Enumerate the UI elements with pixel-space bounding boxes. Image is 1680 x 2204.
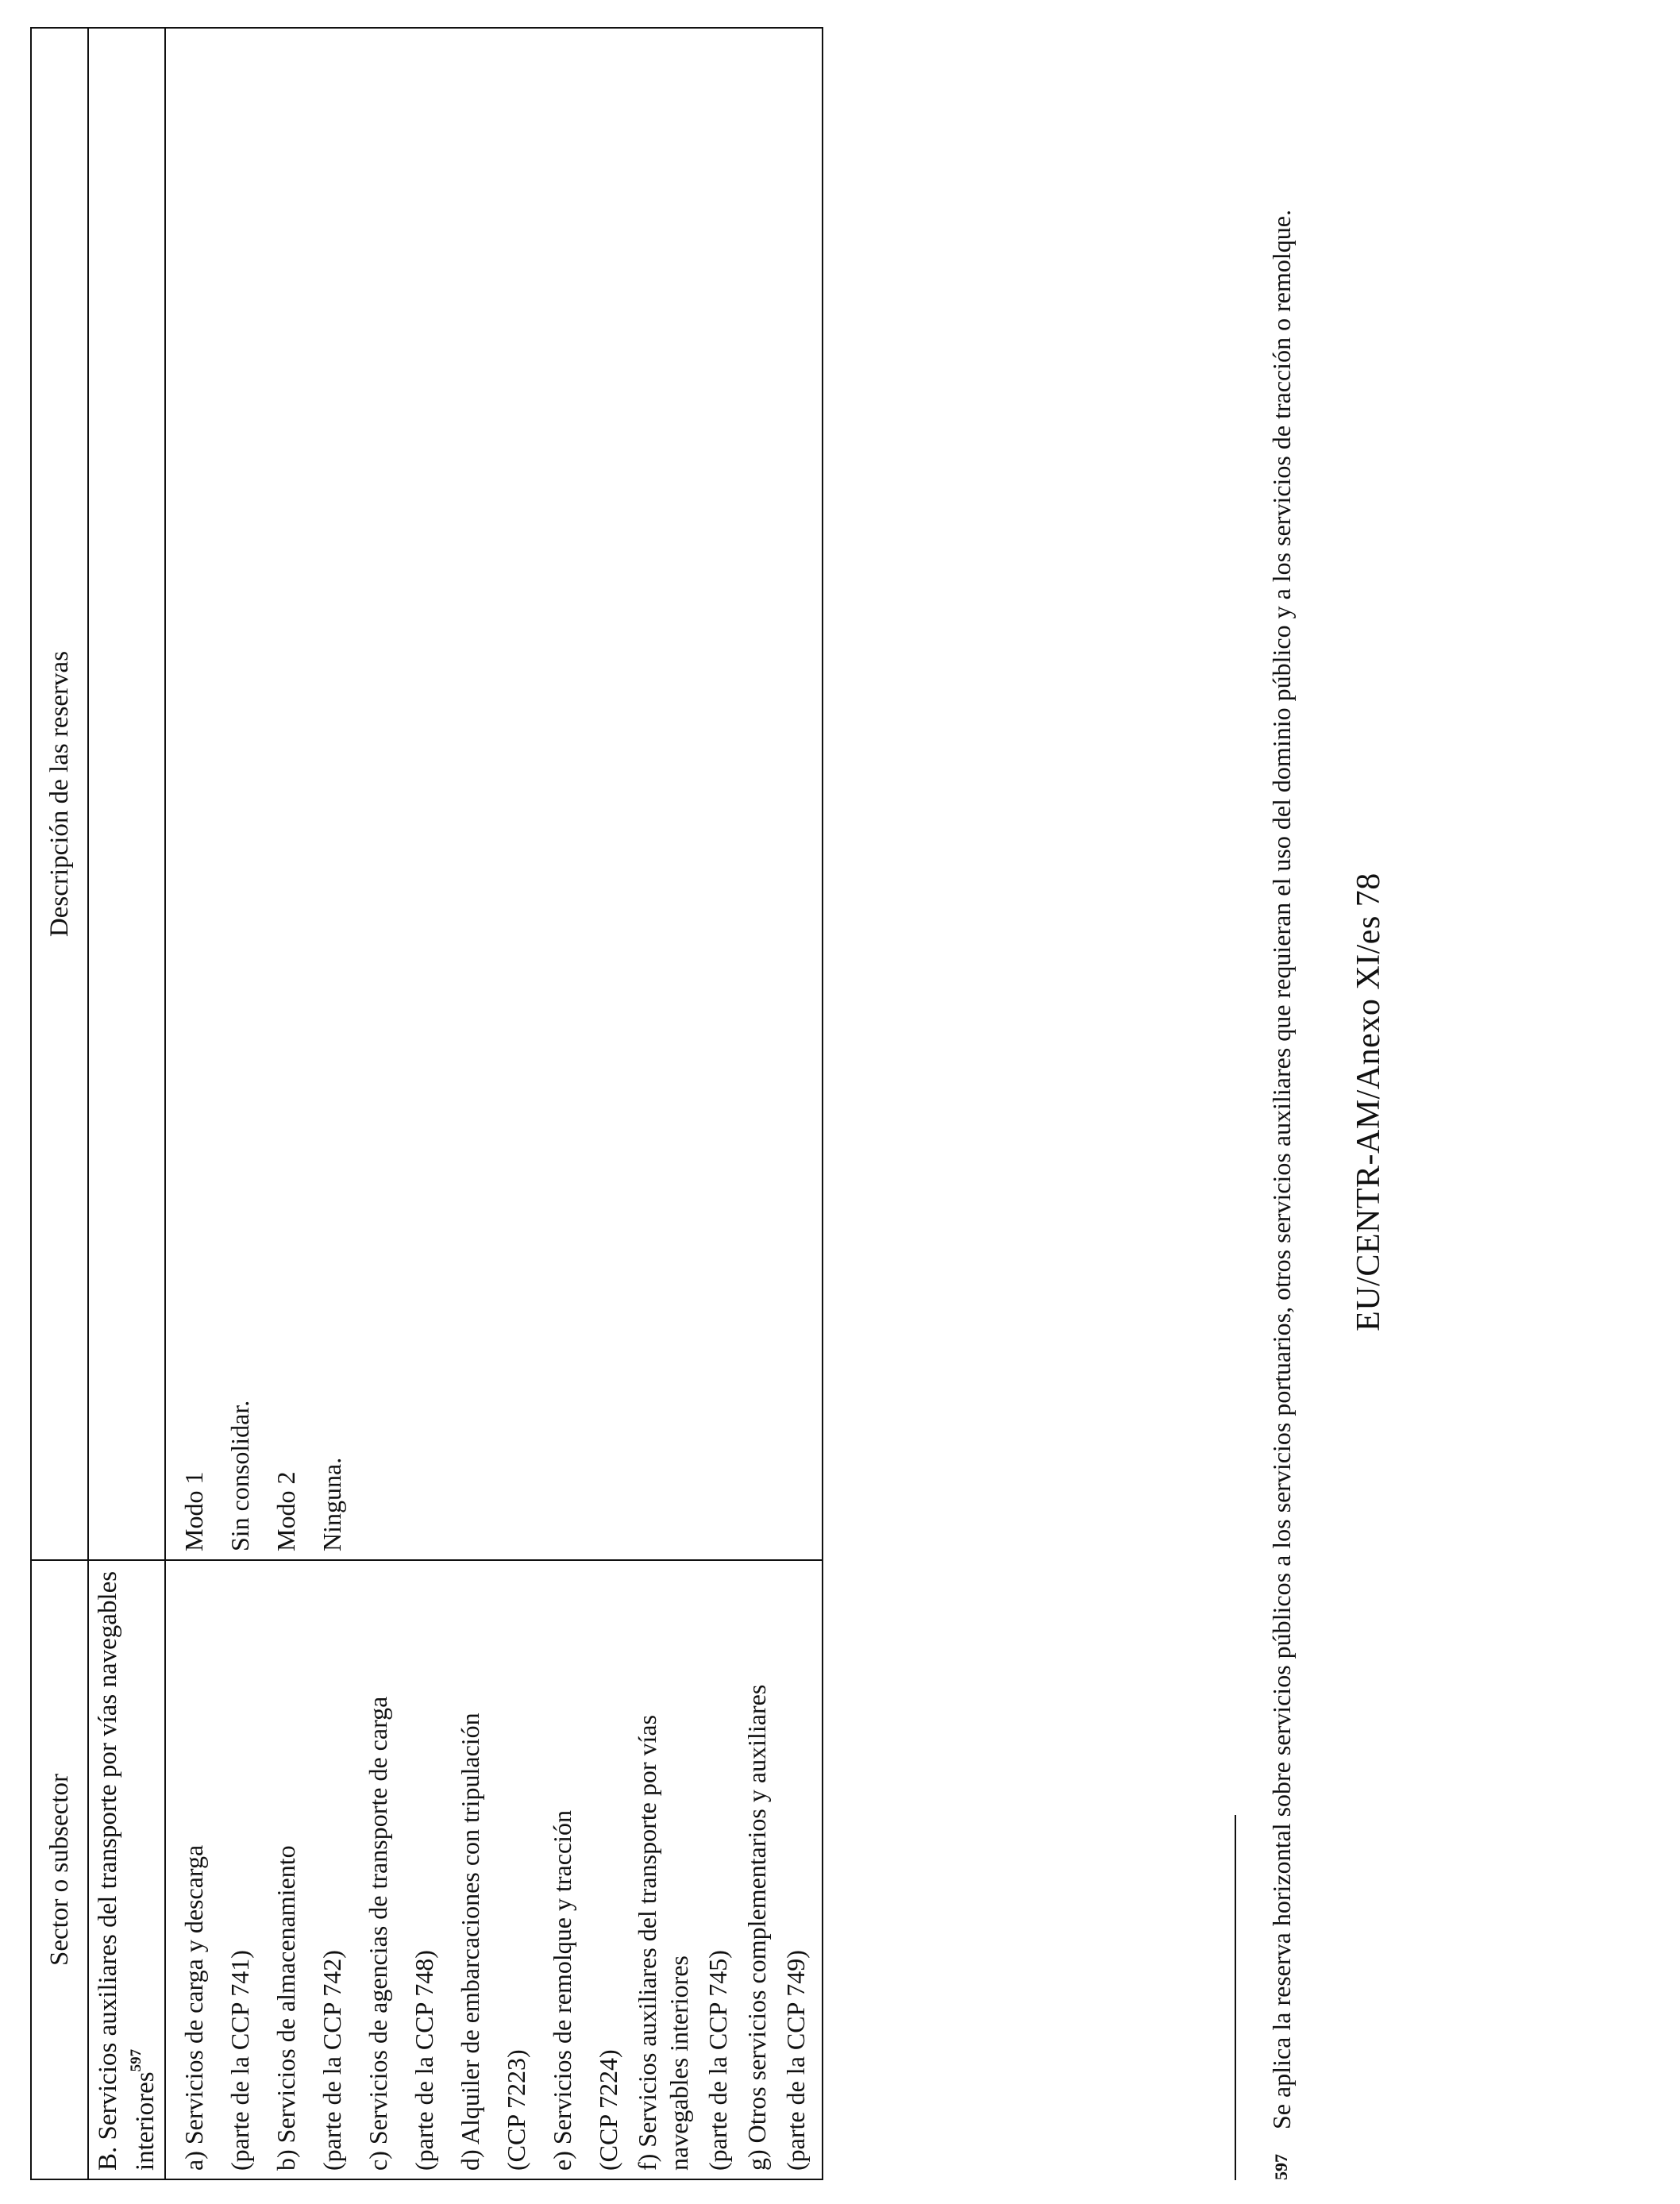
table-header-row: [31, 28, 88, 2179]
footnote: [1264, 140, 1299, 2180]
sector-line: (parte de la CCP 749): [781, 1950, 810, 2171]
reservations-table: [30, 27, 823, 2180]
sector-line: g) Otros servicios complementarios y auxiliares: [742, 1684, 771, 2171]
section-title-cell: [88, 1560, 165, 2179]
footnote-separator: [1235, 1815, 1236, 2180]
sector-line: e) Servicios de remolque y tracción: [548, 1809, 576, 2171]
header-sector: Sector o subsector: [31, 1560, 88, 2179]
sector-line: c) Servicios de agencias de transporte de carga: [364, 1696, 392, 2171]
reservation-line: Modo 1: [179, 1471, 208, 1551]
sector-line: (parte de la CCP 745): [703, 1950, 732, 2171]
document-reference: EU/CENTR-AM/Anexo XI/es 78: [1351, 873, 1387, 1331]
reservation-line: Modo 2: [272, 1471, 300, 1551]
reservation-line: Sin consolidar.: [225, 1400, 254, 1551]
sector-line: (CCP 7223): [502, 2049, 530, 2171]
section-empty-cell: [88, 28, 165, 1560]
footnote-number: 597: [1271, 2154, 1291, 2180]
table-body-row: [165, 28, 823, 2179]
sector-list-cell: [165, 1560, 823, 2179]
sector-line: (parte de la CCP 742): [318, 1950, 346, 2171]
reservations-cell: [165, 28, 823, 1560]
reservation-line: Ninguna.: [318, 1457, 346, 1551]
section-footnote-ref: 597: [128, 2048, 144, 2072]
sector-line: (parte de la CCP 748): [410, 1950, 438, 2171]
sector-line: b) Servicios de almacenamiento: [272, 1845, 300, 2171]
section-title: B. Servicios auxiliares del transporte por vías navegables interiores: [94, 1570, 160, 2171]
section-row: [88, 28, 165, 2179]
footnote-text: Se aplica la reserva horizontal sobre servicios públicos a los servicios portuarios, otros servicios auxiliares que requieran el uso del dominio público y a los servicios de tracción o remolque.: [1267, 210, 1296, 2129]
sector-line: f) Servicios auxiliares del transporte por vías: [633, 1714, 661, 2171]
header-description: Descripción de las reservas: [31, 28, 88, 1560]
sector-line: navegables interiores: [665, 1955, 693, 2171]
sector-line: d) Alquiler de embarcaciones con tripulación: [456, 1713, 484, 2171]
sector-line: (CCP 7224): [594, 2049, 622, 2171]
sector-line: a) Servicios de carga y descarga: [179, 1844, 208, 2171]
sector-line: (parte de la CCP 741): [225, 1950, 254, 2171]
